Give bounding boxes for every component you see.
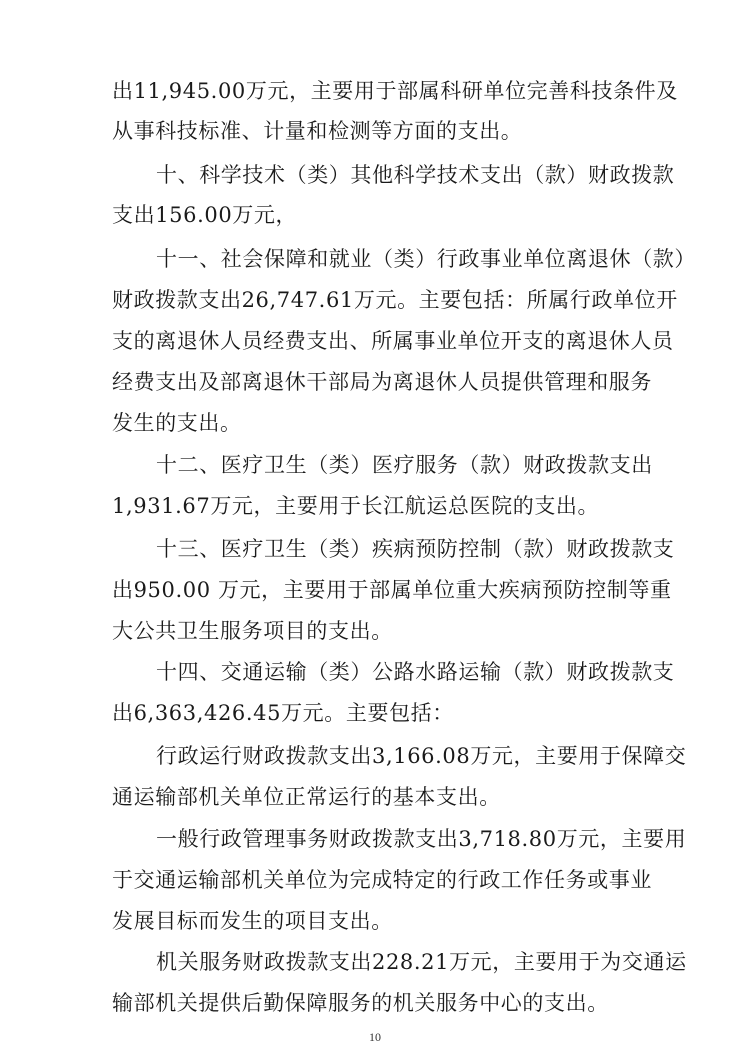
page-number: 10 [369,1030,381,1044]
paragraph-13-heading: 十三、医疗卫生（类）疾病预防控制（款）财政拨款支 [156,537,675,561]
text-line: 出950.00 万元，主要用于部属单位重大疾病预防控制等重 [112,578,672,602]
paragraph-14-heading: 十四、交通运输（类）公路水路运输（款）财政拨款支 [156,660,675,684]
text-line: 支出156.00万元， [112,203,298,227]
text-line: 通运输部机关单位正常运行的基本支出。 [112,785,501,809]
paragraph-12-heading: 十二、医疗卫生（类）医疗服务（款）财政拨款支出 [156,453,653,477]
text-line: 发生的支出。 [112,411,242,435]
text-line: 发展目标而发生的项目支出。 [112,909,393,933]
text-line: 从事科技标准、计量和检测等方面的支出。 [112,119,523,143]
text-line: 输部机关提供后勤保障服务的机关服务中心的支出。 [112,991,609,1015]
paragraph-10-heading: 十、科学技术（类）其他科学技术支出（款）财政拨款 [156,163,675,187]
text-line: 经费支出及部离退休干部局为离退休人员提供管理和服务 [112,370,652,394]
text-line: 大公共卫生服务项目的支出。 [112,619,393,643]
sub-item-agency-services: 机关服务财政拨款支出228.21万元，主要用于为交通运 [156,950,687,974]
text-line: 财政拨款支出26,747.61万元。主要包括：所属行政单位开 [112,288,678,312]
sub-item-general-admin: 一般行政管理事务财政拨款支出3,718.80万元，主要用 [156,827,687,851]
sub-item-admin-operation: 行政运行财政拨款支出3,166.08万元，主要用于保障交 [156,744,687,768]
text-line: 支的离退休人员经费支出、所属事业单位开支的离退休人员 [112,329,674,353]
text-line: 1,931.67万元，主要用于长江航运总医院的支出。 [112,494,600,518]
text-line: 出11,945.00万元，主要用于部属科研单位完善科技条件及 [112,79,678,103]
paragraph-11-heading: 十一、社会保障和就业（类）行政事业单位离退休（款） [156,247,696,271]
text-line: 出6,363,426.45万元。主要包括： [112,701,454,725]
text-line: 于交通运输部机关单位为完成特定的行政工作任务或事业 [112,868,652,892]
